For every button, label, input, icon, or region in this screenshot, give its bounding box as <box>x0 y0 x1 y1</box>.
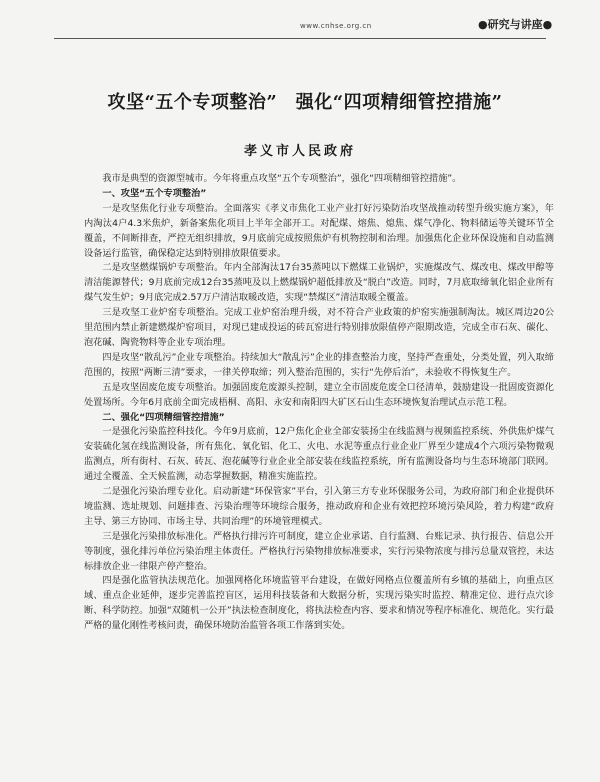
header-url: www.cnhse.org.cn <box>300 22 372 30</box>
header-divider <box>54 38 546 39</box>
paragraph-professional-treatment: 二是强化污染治理专业化。启动新建“环保管家”平台，引入第三方专业环保服务公司，为政府部门和企业提供环境监测、选址规划、问题排查、污染治理等环境综合服务，推动政府和企业有效把控环境污染风险，着力构建“政府主导、第三方协同、市场主导、共同治理”的环境管理模式。 <box>84 486 554 527</box>
article-body <box>84 172 554 634</box>
paragraph-emission-standards: 三是强化污染排放标准化。严格执行排污许可制度，建立企业承诺、自行监测、台账记录、执行报告、信息公开等制度，强化排污单位污染治理主体责任。严格执行污染物排放标准要求，实行污染物浓度与排污总量双管控，未达标排放企业一律限产停产整治。 <box>84 530 554 572</box>
intro-paragraph: 我市是典型的资源型城市。今年将重点攻坚“五个专项整治”，强化“四项精细管控措施”。 <box>102 173 462 184</box>
paragraph-solid-waste: 五是攻坚固废危废专项整治。加强固废危废源头控制，建立全市固废危废全口径清单，鼓励建设一批固废资源化处置场所。今年6月底前全面完成梧桐、高阳、永安和南阳四大矿区石山生态环境恢复治理试点示范工程。 <box>84 381 554 408</box>
article-author: 孝义市人民政府 <box>243 144 356 159</box>
paragraph-coking: 一是攻坚焦化行业专项整治。全面落实《孝义市焦化工业产业打好污染防治攻坚战推动转型升级实施方案》，年内淘汰4户4.3米焦炉，新备案焦化项目上半年全部开工。对配煤、熔焦、熄焦、煤气净化、物料储运等关键环节全覆盖，不间断排查，严控无组织排放，9月底前完成按照焦炉有机物控制和治理。加强焦化企业环保设施和自动监测设备运行监管，确保稳定达到特别排放限值要求。 <box>84 202 554 259</box>
paragraph-monitoring: 一是强化污染监控科技化。今年9月底前，12户焦化企业全部安装扬尘在线监测与视频监控系统、外供焦炉煤气安装硫化氢在线监测设备，所有焦化、氧化铝、化工、火电、水泥等重点行业企业厂界至少建成4个六项污染物微观监测点，所有街村、石灰、砖瓦、泡花碱等行业企业全部安装在线监控系统，所有监测设备均与生态环境部门联网。通过全覆盖、全天候监测，动态掌握数据，精准实施监控。 <box>84 426 554 483</box>
article-title: 攻坚“五个专项整治” 强化“四项精细管控措施” <box>107 92 503 113</box>
section-heading-1: 一、攻坚“五个专项整治” <box>102 187 207 199</box>
section-heading-2: 二、强化“四项精细管控措施” <box>102 411 225 423</box>
paragraph-boilers: 二是攻坚燃煤锅炉专项整治。年内全部淘汰17台35蒸吨以下燃煤工业锅炉，实施煤改气、煤改电、煤改甲醇等清洁能源替代；9月底前完成12台35蒸吨及以上燃煤锅炉超低排放及“脱白”改造。同时，7月底取缔氧化铝企业所有煤气发生炉；9月底完成2.57万户清洁取暖改造，实现“禁煤区”清洁取暖全覆盖。 <box>84 262 554 304</box>
section-tag: ●研究与讲座● <box>478 18 553 31</box>
paragraph-scattered-enterprises: 四是攻坚“散乱污”企业专项整治。持续加大“散乱污”企业的排查整治力度，坚持严查重处，分类处置，列入取缔范围的，按照“两断三清”要求，一律关停取缔；列入整治范围的，实行“先停后治”，未验收不得恢复生产。 <box>84 351 554 378</box>
paragraph-kilns: 三是攻坚工业炉窑专项整治。完成工业炉窑治理升级，对不符合产业政策的炉窑实施强制淘汰。城区周边20公里范围内禁止新建燃煤炉窑项目，对现已建成投运的砖瓦窑进行特别排放限值停产限期改造，完成全市石灰、碳化、泡花碱、陶瓷物料等企业专项治理。 <box>84 307 554 348</box>
paragraph-enforcement: 四是强化监管执法规范化。加强网格化环境监管平台建设，在做好网格点位覆盖所有乡镇的基础上，向重点区域、重点企业延伸，逐步完善监控盲区，运用科技装备和大数据分析，实现污染实时监控、精准定位、进行点穴诊断、科学防控。加强“双随机一公开”执法检查制度化，将执法检查内容、要求和情况等程序标准化、规范化。实行最严格的量化刚性考核问责，确保环境防治监管各项工作落到实处。 <box>84 575 554 632</box>
